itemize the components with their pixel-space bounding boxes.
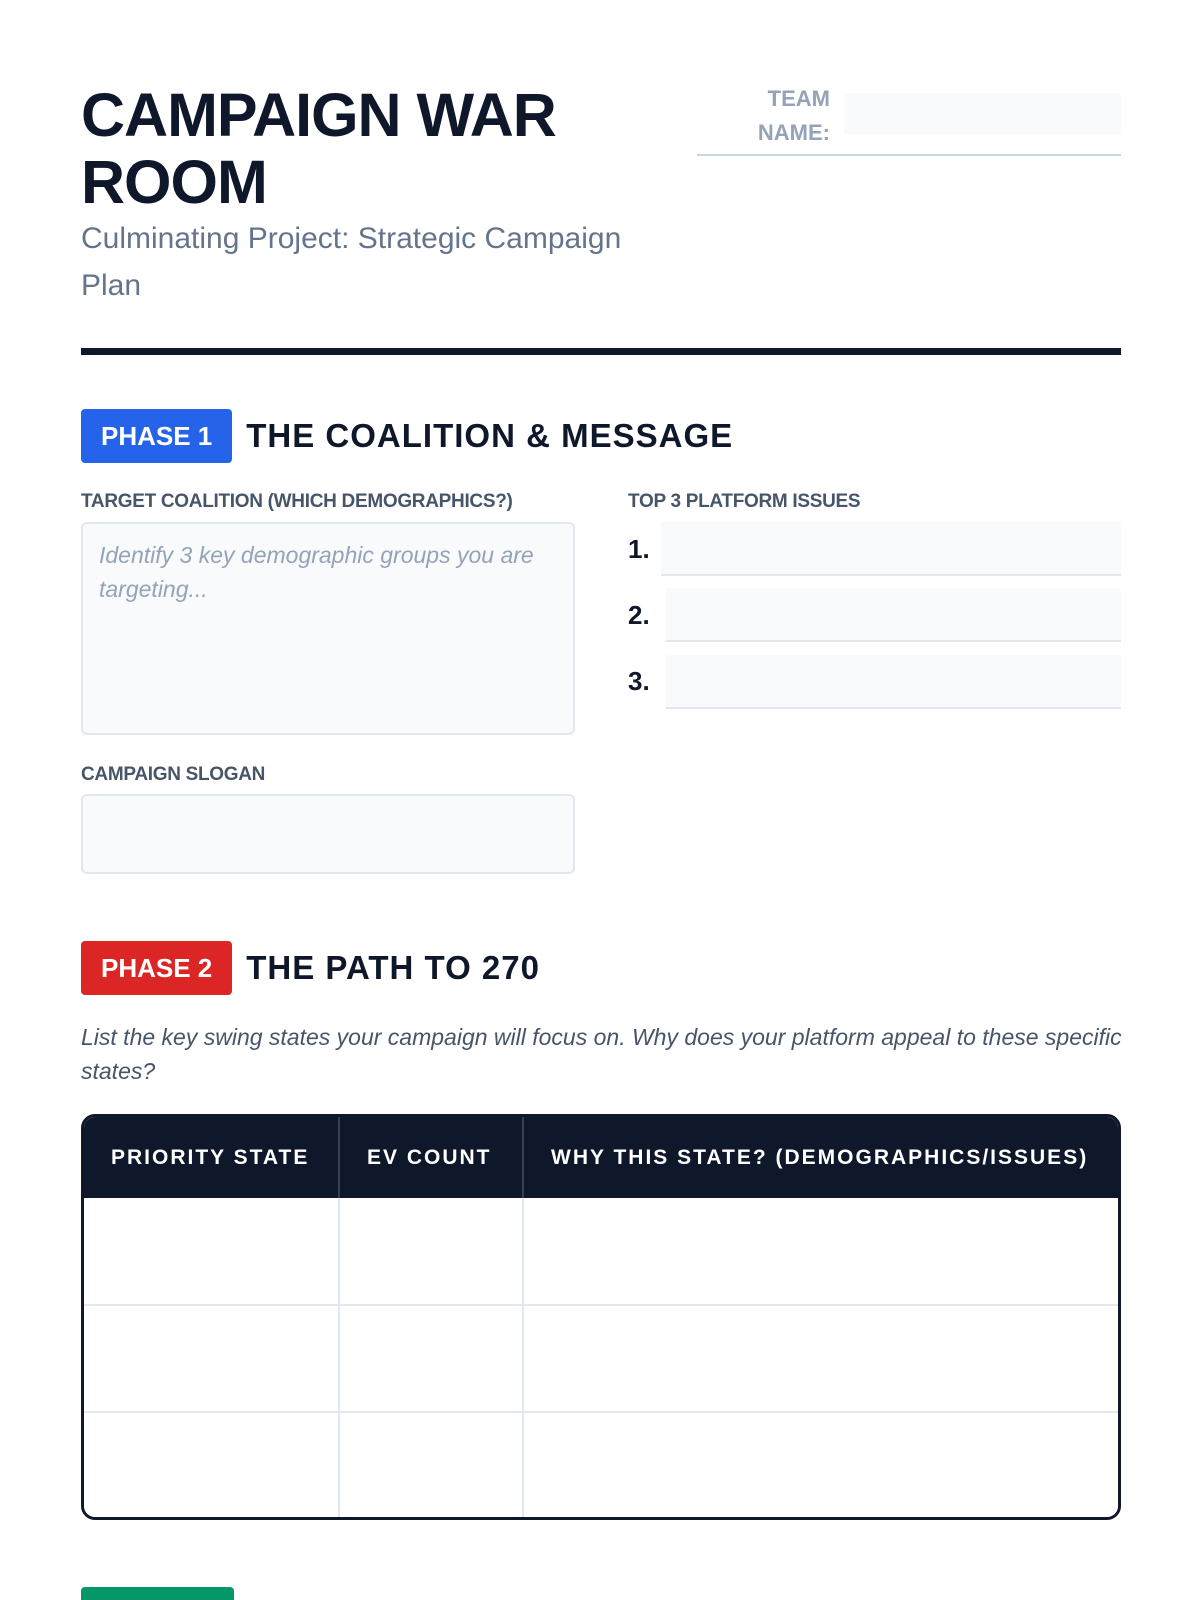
phase1-header	[81, 409, 733, 463]
issue-input-1[interactable]	[661, 522, 1121, 576]
issue-number-3: 3.	[628, 666, 650, 696]
team-name-input[interactable]	[844, 93, 1121, 134]
team-name-label: TEAM NAME:	[757, 86, 830, 145]
table-header-row	[84, 1117, 1118, 1198]
why-this-state-cell[interactable]	[523, 1198, 1118, 1305]
table-row	[84, 1412, 1118, 1519]
page-title: CAMPAIGN WAR ROOM	[81, 81, 556, 216]
table-row	[84, 1198, 1118, 1305]
phase2-header	[81, 941, 540, 995]
ev-count-cell[interactable]	[339, 1305, 523, 1412]
issue-input-3[interactable]	[666, 655, 1121, 709]
phase3-badge	[81, 1587, 234, 1600]
priority-state-cell[interactable]	[84, 1305, 339, 1412]
table-row	[84, 1305, 1118, 1412]
issue-number-1: 1.	[628, 534, 650, 564]
priority-state-cell[interactable]	[84, 1198, 339, 1305]
header	[81, 82, 1121, 354]
slogan-label: CAMPAIGN SLOGAN	[81, 764, 266, 785]
priority-state-cell[interactable]	[84, 1412, 339, 1519]
why-this-state-cell[interactable]	[523, 1305, 1118, 1412]
coalition-placeholder: Identify 3 key demographic groups you are targeting...	[99, 542, 534, 602]
column-header-ev-count: EV COUNT	[339, 1117, 523, 1198]
column-header-priority-state: PRIORITY STATE	[84, 1117, 339, 1198]
phase1-title: THE COALITION & MESSAGE	[246, 417, 734, 454]
issue-number-2: 2.	[628, 600, 650, 630]
issue-input-2[interactable]	[666, 588, 1121, 642]
phase2-instructions: List the key swing states your campaign will focus on. Why does your platform appeal to these specific states?	[81, 1024, 1122, 1084]
why-this-state-cell[interactable]	[523, 1412, 1118, 1519]
slogan-input[interactable]	[81, 794, 575, 874]
coalition-label: TARGET COALITION (WHICH DEMOGRAPHICS?)	[81, 491, 513, 512]
coalition-textarea[interactable]	[81, 522, 575, 735]
phase2-title: THE PATH TO 270	[246, 949, 540, 986]
phase2-badge: PHASE 2	[81, 941, 232, 995]
column-header-why-this-state: WHY THIS STATE? (DEMOGRAPHICS/ISSUES)	[523, 1117, 1118, 1198]
header-divider	[81, 348, 1121, 355]
ev-count-cell[interactable]	[339, 1412, 523, 1519]
phase1-badge: PHASE 1	[81, 409, 232, 463]
issues-label: TOP 3 PLATFORM ISSUES	[628, 491, 861, 512]
swing-states-table	[81, 1114, 1121, 1520]
team-name-field	[697, 82, 1121, 156]
ev-count-cell[interactable]	[339, 1198, 523, 1305]
page-subtitle: Culminating Project: Strategic Campaign Plan	[81, 222, 622, 302]
